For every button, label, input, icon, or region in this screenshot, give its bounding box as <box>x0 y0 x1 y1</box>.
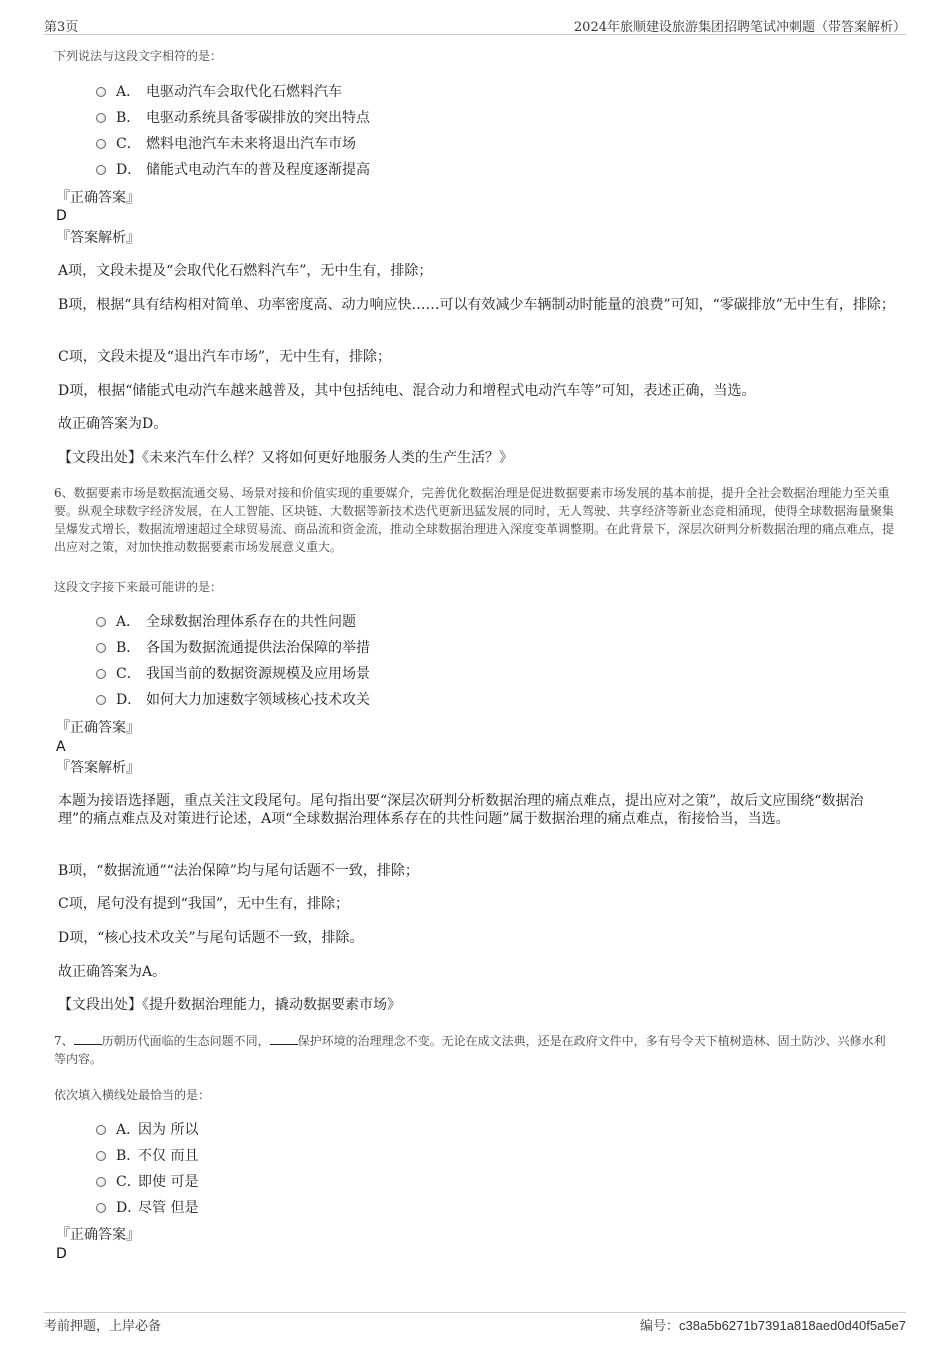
q7-answer: D <box>56 1246 67 1262</box>
q5-option-c[interactable]: C． 燃料电池汽车未来将退出汽车市场 <box>96 134 356 154</box>
q5-conclusion: 故正确答案为D。 <box>58 416 168 432</box>
radio-icon[interactable] <box>96 1203 106 1213</box>
q6-option-d[interactable]: D． 如何大力加速数字领域核心技术攻关 <box>96 690 370 710</box>
q7-answer-label: 『正确答案』 <box>56 1227 140 1243</box>
radio-icon[interactable] <box>96 87 106 97</box>
q7-stem: 依次填入横线处最恰当的是： <box>54 1088 211 1102</box>
radio-icon[interactable] <box>96 113 106 123</box>
q5-option-a[interactable]: A． 电驱动汽车会取代化石燃料汽车 <box>96 82 342 102</box>
page-footer <box>44 1312 906 1335</box>
document-title: 2024年旅顺建设旅游集团招聘笔试冲刺题（带答案解析） <box>573 20 906 35</box>
q6-conclusion: 故正确答案为A。 <box>58 964 167 980</box>
page-header <box>44 14 906 35</box>
q5-stem: 下列说法与这段文字相符的是： <box>54 49 223 63</box>
radio-icon[interactable] <box>96 617 106 627</box>
q6-passage: 6、数据要素市场是数据流通交易、场景对接和价值实现的重要媒介，完善优化数据治理是促进数据要素市场发展的基本前提，提升全社会数据治理能力至关重要。纵观全球数字经济发展，在人工智能、区块链、大数据等新技术迭代更新迅猛发展的同时，无人驾驶、共享经济等新业态竞相涌现，使得全球数据海量聚集呈爆发式增长，数据流增速超过全球贸易流、商品流和资金流，推动全球数据治理进入深度变革调整期。在此背景下，深层次研判分析数据治理的痛点难点，提出应对之策，对加快推动数据要素市场发展意义重大。 <box>54 486 895 554</box>
radio-icon[interactable] <box>96 1151 106 1161</box>
q5-analysis-d: D项，根据“储能式电动汽车越来越普及，其中包括纯电、混合动力和增程式电动汽车等”可知，表述正确，当选。 <box>58 383 756 399</box>
q5-analysis-label: 『答案解析』 <box>56 230 140 246</box>
radio-icon[interactable] <box>96 1125 106 1135</box>
q5-source: 【文段出处】《未来汽车什么样？又将如何更好地服务人类的生产生活？》 <box>58 450 513 466</box>
radio-icon[interactable] <box>96 1177 106 1187</box>
radio-icon[interactable] <box>96 643 106 653</box>
document-code: 编号：c38a5b6271b7391a818aed0d40f5a5e7 <box>639 1318 906 1334</box>
q7-option-b[interactable]: B．不仅 而且 <box>96 1146 198 1166</box>
q5-answer: D <box>56 208 67 224</box>
q7-option-a[interactable]: A．因为 所以 <box>96 1120 198 1140</box>
radio-icon[interactable] <box>96 139 106 149</box>
footer-slogan: 考前押题，上岸必备 <box>44 1319 162 1334</box>
q5-option-b[interactable]: B． 电驱动系统具备零碳排放的突出特点 <box>96 108 370 128</box>
q7-option-d[interactable]: D．尽管 但是 <box>96 1198 198 1218</box>
q6-analysis-main: 本题为接语选择题，重点关注文段尾句。尾句指出要“深层次研判分析数据治理的痛点难点，提出应对之策”，故后文应围绕“数据治理”的痛点难点及对策进行论述，A项“全球数据治理体系存在的共性问题”属于数据治理的痛点难点，衔接恰当，当选。 <box>58 793 864 827</box>
q5-analysis-a: A项，文段未提及“会取代化石燃料汽车”，无中生有，排除； <box>58 263 433 279</box>
q5-answer-label: 『正确答案』 <box>56 190 140 206</box>
q7-passage: 7、 历朝历代面临的生态问题不同， 保护环境的治理理念不变。无论在成文法典，还是在政府文件中，多有号令天下植树造林、固土防沙、兴修水利等内容。 <box>54 1034 886 1066</box>
q6-option-c[interactable]: C． 我国当前的数据资源规模及应用场景 <box>96 664 370 684</box>
q6-option-b[interactable]: B． 各国为数据流通提供法治保障的举措 <box>96 638 370 658</box>
q5-analysis-c: C项，文段未提及“退出汽车市场”，无中生有，排除； <box>58 349 392 365</box>
radio-icon[interactable] <box>96 669 106 679</box>
q6-analysis-label: 『答案解析』 <box>56 760 140 776</box>
q6-analysis-b: B项，“数据流通”“法治保障”均与尾句话题不一致，排除； <box>58 863 419 879</box>
q6-option-a[interactable]: A． 全球数据治理体系存在的共性问题 <box>96 612 356 632</box>
radio-icon[interactable] <box>96 165 106 175</box>
q6-analysis-c: C项，尾句没有提到“我国”，无中生有，排除； <box>58 896 350 912</box>
q6-analysis-d: D项，“核心技术攻关”与尾句话题不一致，排除。 <box>58 930 364 946</box>
fill-blank-1 <box>74 1033 102 1045</box>
q5-analysis-b: B项，根据“具有结构相对简单、功率密度高、动力响应快……可以有效减少车辆制动时能量的浪费”可知，“零碳排放”无中生有，排除； <box>58 297 895 313</box>
page-number: 第3页 <box>44 20 79 35</box>
radio-icon[interactable] <box>96 695 106 705</box>
q6-answer-label: 『正确答案』 <box>56 720 140 736</box>
q6-stem: 这段文字接下来最可能讲的是： <box>54 580 223 594</box>
q7-option-c[interactable]: C．即使 可是 <box>96 1172 198 1192</box>
fill-blank-2 <box>270 1033 298 1045</box>
q6-source: 【文段出处】《提升数据治理能力，撬动数据要素市场》 <box>58 997 401 1013</box>
q6-answer: A <box>56 739 66 755</box>
q5-option-d[interactable]: D． 储能式电动汽车的普及程度逐渐提高 <box>96 160 370 180</box>
